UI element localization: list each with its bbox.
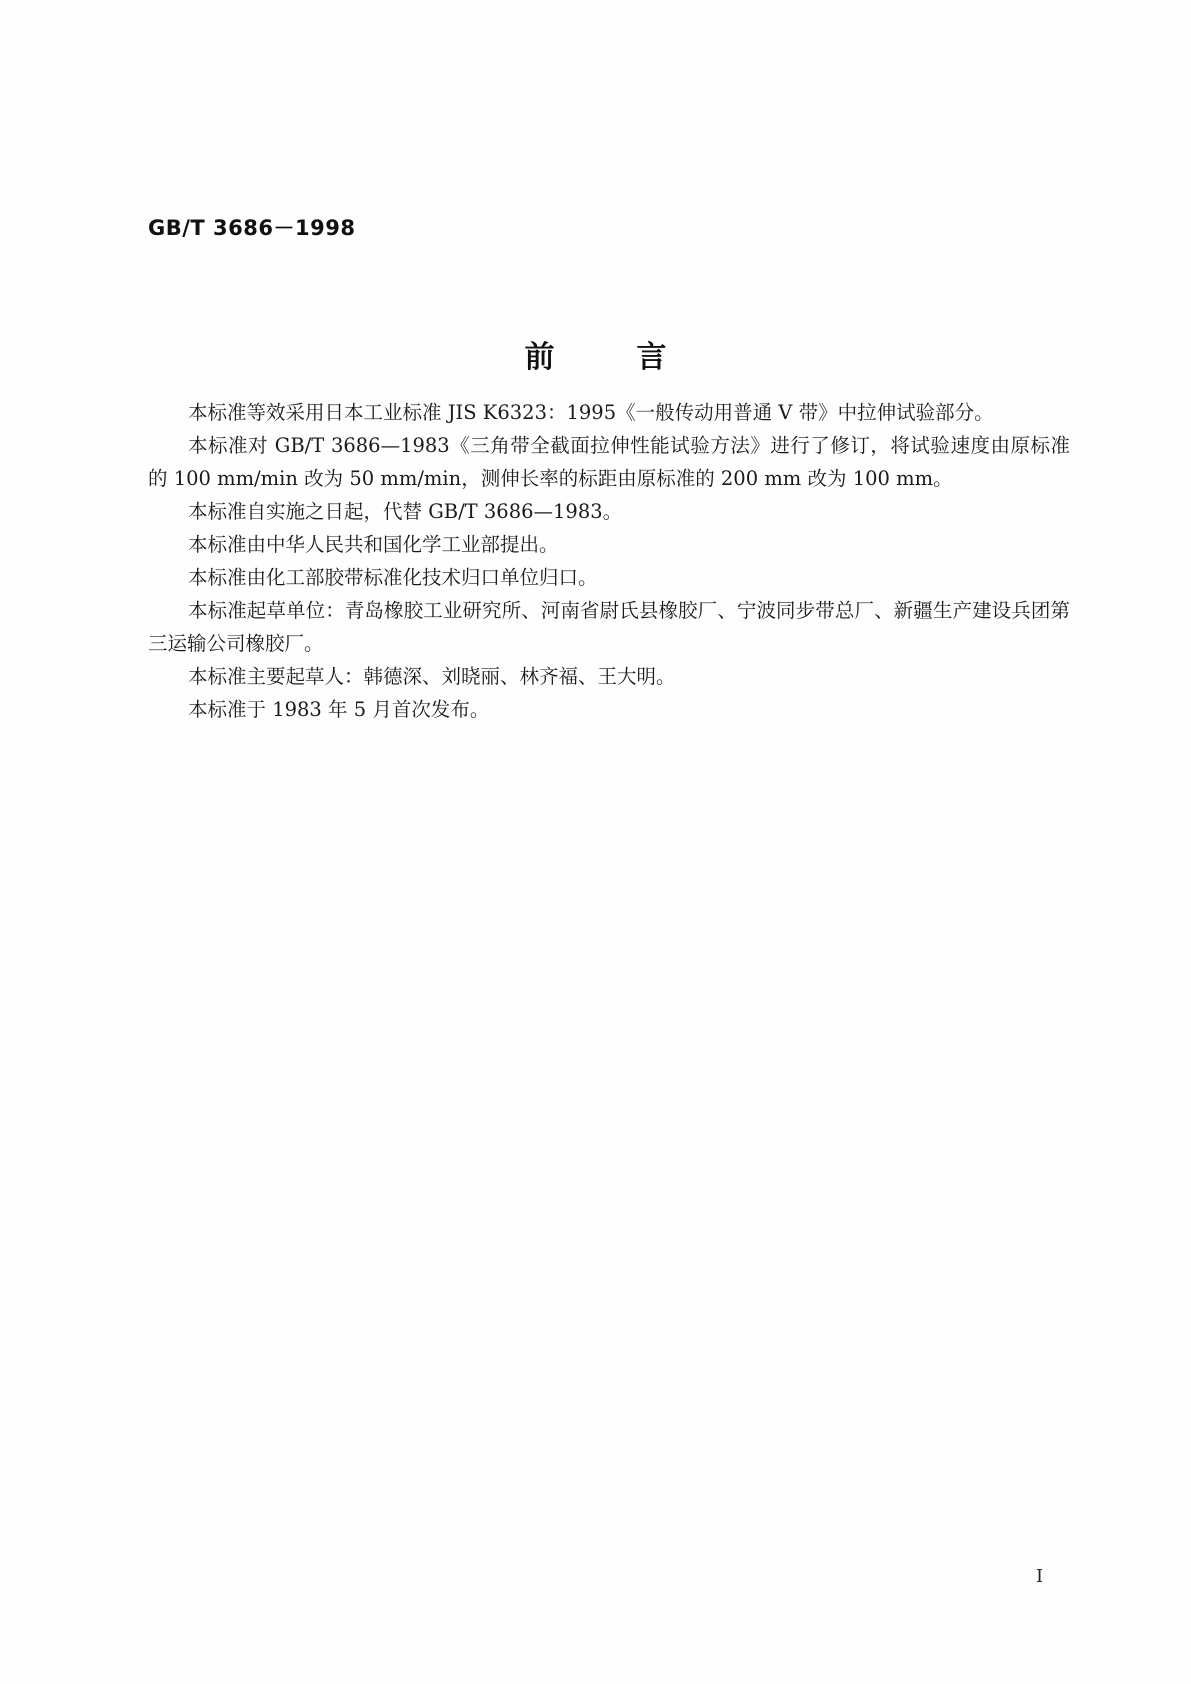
section-title-foreword: 前言 — [524, 340, 749, 375]
paragraph-adoption: 本标准等效采用日本工业标准 JIS K6323：1995《一般传动用普通 V 带》中拉伸试验部分。 — [188, 401, 994, 424]
paragraph-proposer: 本标准由中华人民共和国化学工业部提出。 — [188, 533, 559, 556]
foreword-body — [148, 396, 1070, 726]
page-number: I — [1036, 1566, 1044, 1587]
paragraph-drafting-units: 本标准起草单位：青岛橡胶工业研究所、河南省尉氏县橡胶厂、宁波同步带总厂、新疆生产建设兵团第三运输公司橡胶厂。 — [148, 599, 1070, 655]
paragraph-replacement: 本标准自实施之日起，代替 GB/T 3686—1983。 — [188, 500, 623, 523]
paragraph-drafters: 本标准主要起草人：韩德深、刘晓丽、林齐福、王大明。 — [188, 665, 676, 688]
paragraph-first-issue: 本标准于 1983 年 5 月首次发布。 — [188, 698, 490, 721]
paragraph-revision: 本标准对 GB/T 3686—1983《三角带全截面拉伸性能试验方法》进行了修订，将试验速度由原标准的 100 mm/min 改为 50 mm/min，测伸长率的标距由原标准的 200 mm 改为 100 mm。 — [148, 434, 1070, 490]
standard-code: GB/T 3686－1998 — [148, 216, 356, 240]
paragraph-administrator: 本标准由化工部胶带标准化技术归口单位归口。 — [188, 566, 598, 589]
